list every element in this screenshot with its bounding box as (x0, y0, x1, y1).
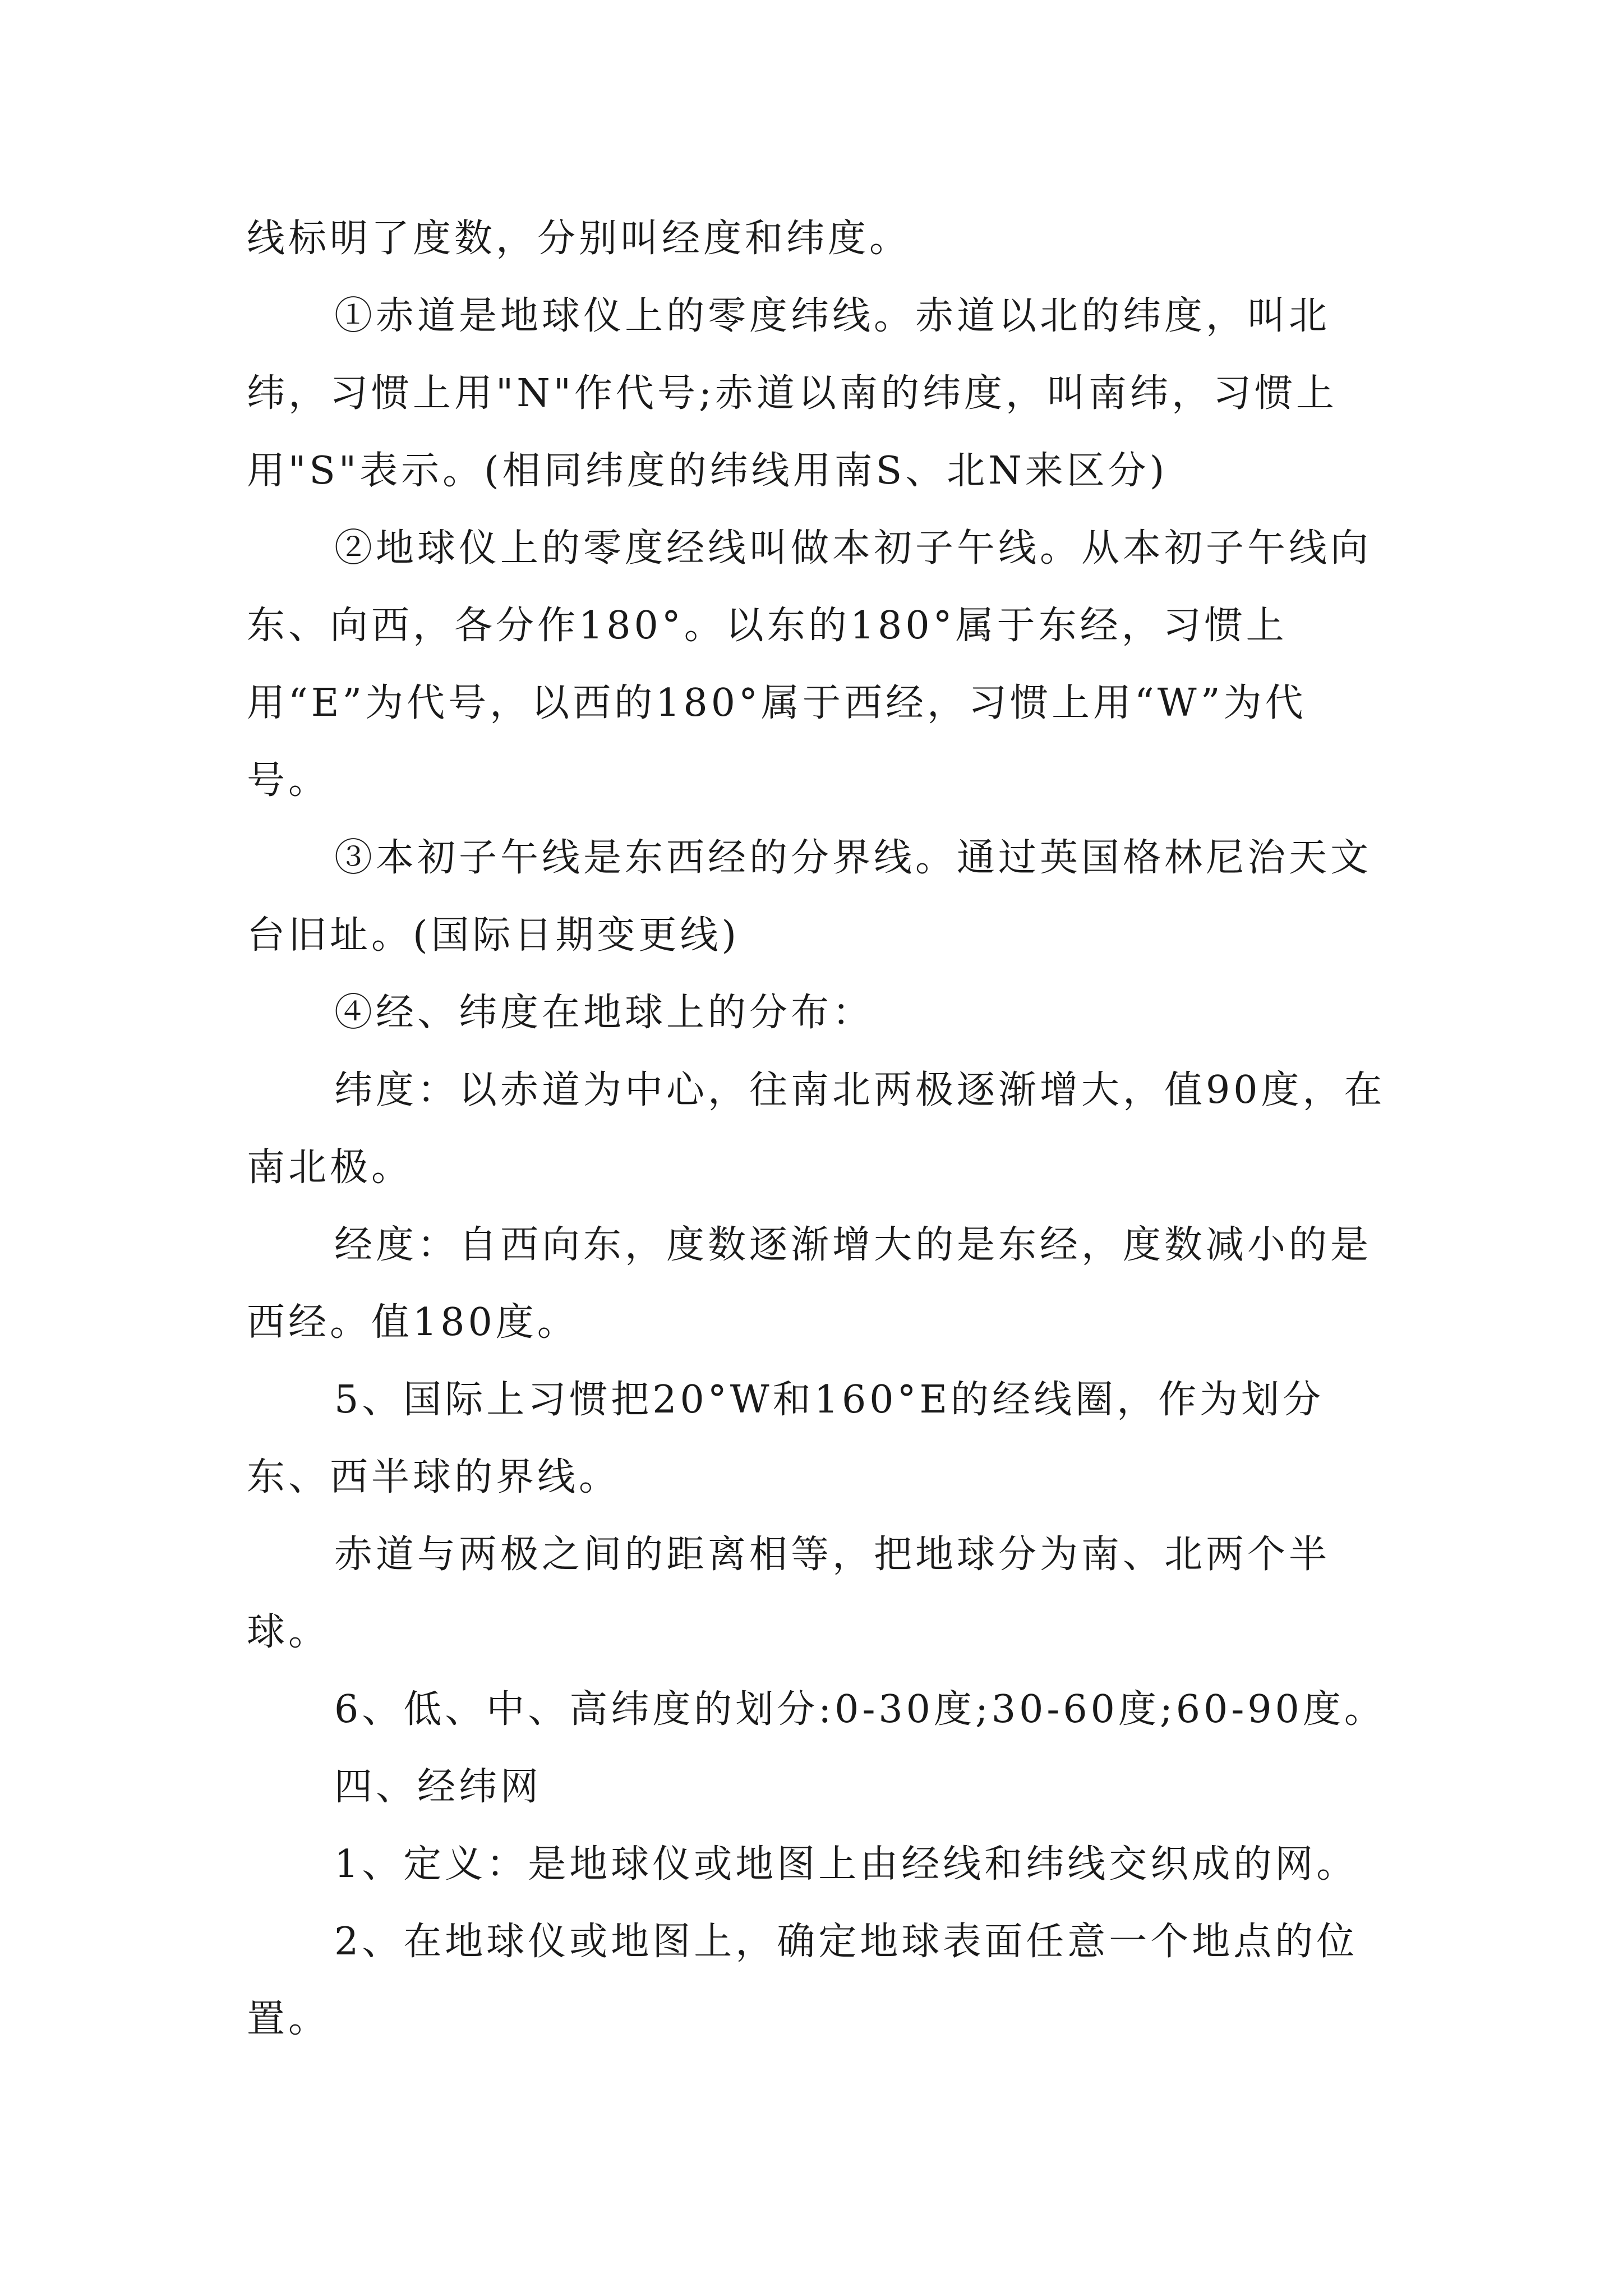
paragraph-hemisphere-boundary: 5、国际上习惯把20°W和160°E的经线圈，作为划分东、西半球的界线。 (247, 1378, 1325, 1499)
paragraph-graticule-definition: 1、定义：是地球仪或地图上由经线和纬线交织成的网。 (334, 1842, 1358, 1887)
paragraph-latitude-distribution: 纬度：以赤道为中心，往南北两极逐渐增大，值90度，在南北极。 (247, 1068, 1386, 1190)
section-heading-graticule: 四、经纬网 (334, 1765, 542, 1809)
paragraph-distribution-heading: ④经、纬度在地球上的分布： (334, 991, 874, 1035)
paragraph-meridian-boundary: ③本初子午线是东西经的分界线。通过英国格林尼治天文台旧址。(国际日期变更线) (247, 836, 1372, 958)
paragraph-prime-meridian: ②地球仪上的零度经线叫做本初子午线。从本初子午线向东、向西，各分作180°。以东的180°属于东经，习惯上用“E”为代号，以西的180°属于西经，习惯上用“W”为代号。 (247, 526, 1372, 803)
paragraph-lat-lon-intro: 线标明了度数，分别叫经度和纬度。 (247, 217, 911, 261)
paragraph-graticule-use: 2、在地球仪或地图上，确定地球表面任意一个地点的位置。 (247, 1920, 1358, 2041)
paragraph-longitude-distribution: 经度：自西向东，度数逐渐增大的是东经，度数减小的是西经。值180度。 (247, 1223, 1372, 1345)
paragraph-latitude-zones: 6、低、中、高纬度的划分:0-30度;30-60度;60-90度。 (334, 1687, 1386, 1732)
paragraph-equator-latitude: ①赤道是地球仪上的零度纬线。赤道以北的纬度，叫北纬，习惯上用"N"作代号;赤道以南的纬度，叫南纬，习惯上用"S"表示。(相同纬度的纬线用南S、北N来区分) (247, 294, 1338, 493)
paragraph-equator-hemispheres: 赤道与两极之间的距离相等，把地球分为南、北两个半球。 (247, 1533, 1331, 1654)
